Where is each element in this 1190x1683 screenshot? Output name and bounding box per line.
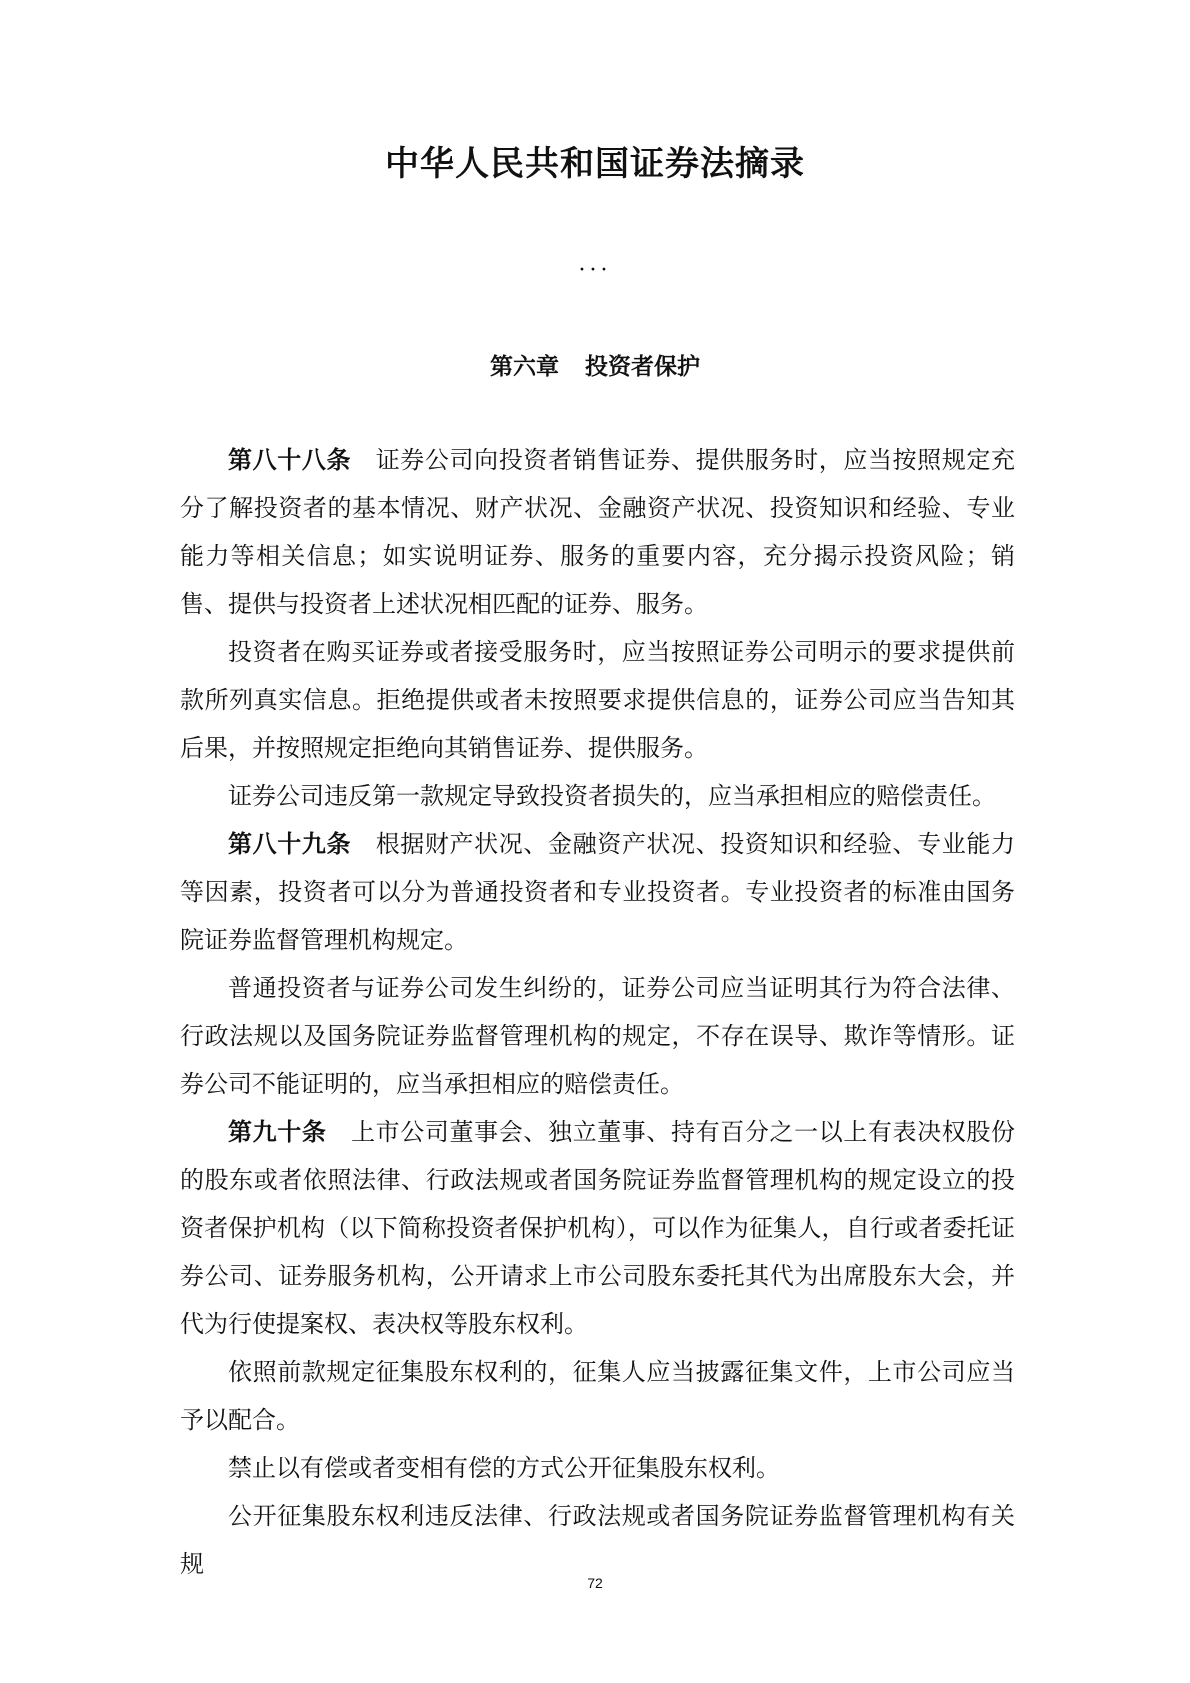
article-90-text-1: 上市公司董事会、独立董事、持有百分之一以上有表决权股份的股东或者依照法律、行政法规或者国务院证券监督管理机构的规定设立的投资者保护机构（以下简称投资者保护机构），可以作为征集人，自行或者委托证券公司、证券服务机构，公开请求上市公司股东委托其代为出席股东大会，并代为行使提案权、表决权等股东权利。 [180,1118,1015,1338]
article-90-label: 第九十条 [228,1117,327,1146]
chapter-heading [0,348,1190,381]
article-89-text-1: 根据财产状况、金融资产状况、投资知识和经验、专业能力等因素，投资者可以分为普通投资者和专业投资者。专业投资者的标准由国务院证券监督管理机构规定。 [180,830,1016,954]
article-90-paragraph-2: 依照前款规定征集股东权利的，征集人应当披露征集文件，上市公司应当予以配合。 [180,1358,1015,1434]
article-88-text-1: 证券公司向投资者销售证券、提供服务时，应当按照规定充分了解投资者的基本情况、财产状况、金融资产状况、投资知识和经验、专业能力等相关信息；如实说明证券、服务的重要内容，充分揭示投资风险；销售、提供与投资者上述状况相匹配的证券、服务。 [180,446,1016,618]
page-number: 72 [587,1575,603,1591]
article-88-paragraph-2: 投资者在购买证券或者接受服务时，应当按照证券公司明示的要求提供前款所列真实信息。拒绝提供或者未按照要求提供信息的，证券公司应当告知其后果，并按照规定拒绝向其销售证券、提供服务。 [180,638,1015,762]
article-89-label: 第八十九条 [228,829,352,858]
article-90-paragraph-1 [180,1108,1015,1348]
body-text [180,436,1015,1588]
page-title: 中华人民共和国证券法摘录 [385,144,805,184]
article-88-paragraph-3: 证券公司违反第一款规定导致投资者损失的，应当承担相应的赔偿责任。 [228,782,996,810]
article-88-paragraph-1 [180,436,1015,628]
article-89-paragraph-1 [180,820,1015,964]
omission-ellipsis: ··· [578,258,612,283]
chapter-name: 投资者保护 [585,353,700,380]
article-89-paragraph-2: 普通投资者与证券公司发生纠纷的，证券公司应当证明其行为符合法律、行政法规以及国务院证券监督管理机构的规定，不存在误导、欺诈等情形。证券公司不能证明的，应当承担相应的赔偿责任。 [180,974,1015,1098]
article-90-paragraph-3: 禁止以有偿或者变相有偿的方式公开征集股东权利。 [228,1454,780,1482]
article-90-paragraph-4: 公开征集股东权利违反法律、行政法规或者国务院证券监督管理机构有关规 [180,1502,1015,1578]
article-88-label: 第八十八条 [228,445,352,474]
chapter-number: 第六章 [490,353,559,380]
